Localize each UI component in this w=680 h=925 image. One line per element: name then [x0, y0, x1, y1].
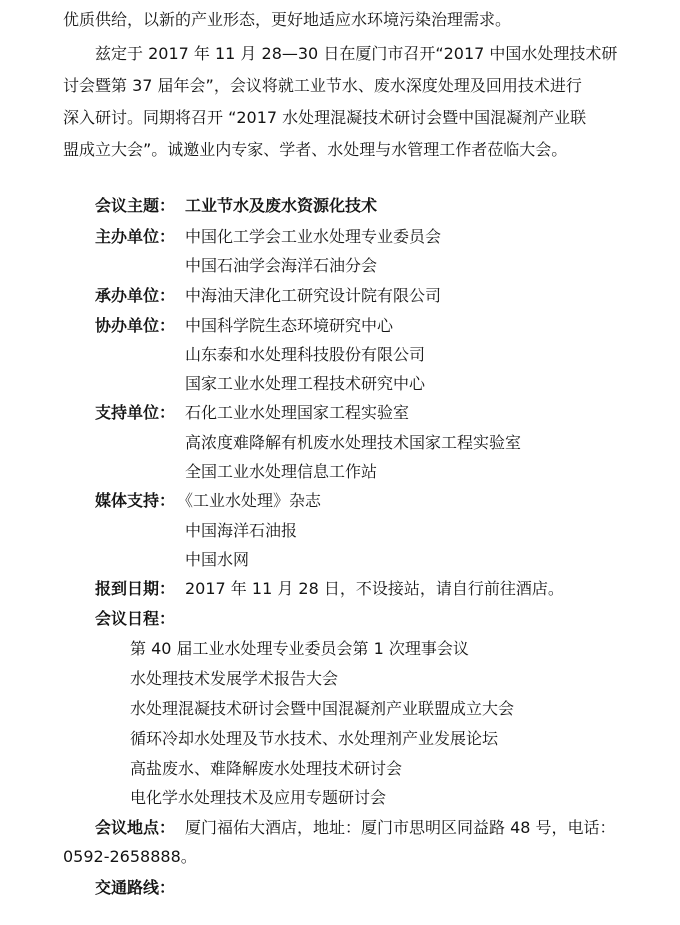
host-label: 主办单位：: [95, 227, 176, 246]
intro-line-5: 盟成立大会”。诚邀业内专家、学者、水处理与水管理工作者莅临大会。: [63, 140, 568, 159]
support-value-3: 全国工业水处理信息工作站: [185, 462, 378, 481]
theme-row: [95, 195, 655, 217]
media-row: [95, 490, 655, 512]
media-value-2: 中国海洋石油报: [185, 521, 298, 540]
schedule-item-4: 循环冷却水处理及节水技术、水处理剂产业发展论坛: [130, 729, 499, 748]
checkin-row: [95, 578, 655, 600]
coorganizer-value-3: 国家工业水处理工程技术研究中心: [185, 374, 426, 393]
organizer-label: 承办单位：: [95, 286, 176, 305]
venue-row: [95, 817, 665, 839]
host-value-2: 中国石油学会海洋石油分会: [185, 256, 378, 275]
schedule-label: 会议日程：: [95, 609, 176, 628]
coorganizer-label: 协办单位：: [95, 316, 176, 335]
coorganizer-value-2: 山东泰和水处理科技股份有限公司: [185, 345, 426, 364]
coorganizer-row: [95, 315, 655, 337]
organizer-row: [95, 285, 655, 307]
media-value-1: 《工业水处理》杂志: [177, 491, 322, 510]
coorganizer-value-1: 中国科学院生态环境研究中心: [185, 316, 394, 335]
support-label: 支持单位：: [95, 403, 176, 422]
checkin-value: 2017 年 11 月 28 日，不设接站，请自行前往酒店。: [185, 579, 564, 598]
support-value-1: 石化工业水处理国家工程实验室: [185, 403, 410, 422]
schedule-item-2: 水处理技术发展学术报告大会: [130, 669, 339, 688]
media-value-3: 中国水网: [185, 550, 250, 569]
venue-label: 会议地点：: [95, 818, 176, 837]
checkin-label: 报到日期：: [95, 579, 176, 598]
theme-value: 工业节水及废水资源化技术: [185, 196, 378, 215]
venue-value: 厦门福佑大酒店，地址：厦门市思明区同益路 48 号，电话：: [185, 818, 616, 837]
intro-line-3: 讨会暨第 37 届年会”，会议将就工业节水、废水深度处理及回用技术进行: [63, 76, 582, 95]
intro-line-4: 深入研讨。同期将召开 “2017 水处理混凝技术研讨会暨中国混凝剂产业联: [63, 108, 587, 127]
schedule-item-1: 第 40 届工业水处理专业委员会第 1 次理事会议: [130, 639, 469, 658]
host-row: [95, 226, 655, 248]
venue-phone: 0592-2658888。: [63, 847, 197, 866]
intro-line-1: 优质供给，以新的产业形态，更好地适应水环境污染治理需求。: [63, 10, 512, 29]
media-label: 媒体支持：: [95, 491, 176, 510]
transport-label: 交通路线：: [95, 878, 176, 897]
schedule-item-6: 电化学水处理技术及应用专题研讨会: [130, 788, 387, 807]
intro-line-2: 兹定于 2017 年 11 月 28—30 日在厦门市召开“2017 中国水处理技术研: [95, 44, 618, 63]
support-value-2: 高浓度难降解有机废水处理技术国家工程实验室: [185, 433, 522, 452]
schedule-item-3: 水处理混凝技术研讨会暨中国混凝剂产业联盟成立大会: [130, 699, 515, 718]
schedule-item-5: 高盐废水、难降解废水处理技术研讨会: [130, 759, 403, 778]
host-value-1: 中国化工学会工业水处理专业委员会: [185, 227, 442, 246]
theme-label: 会议主题：: [95, 196, 176, 215]
organizer-value: 中海油天津化工研究设计院有限公司: [185, 286, 442, 305]
support-row: [95, 402, 655, 424]
